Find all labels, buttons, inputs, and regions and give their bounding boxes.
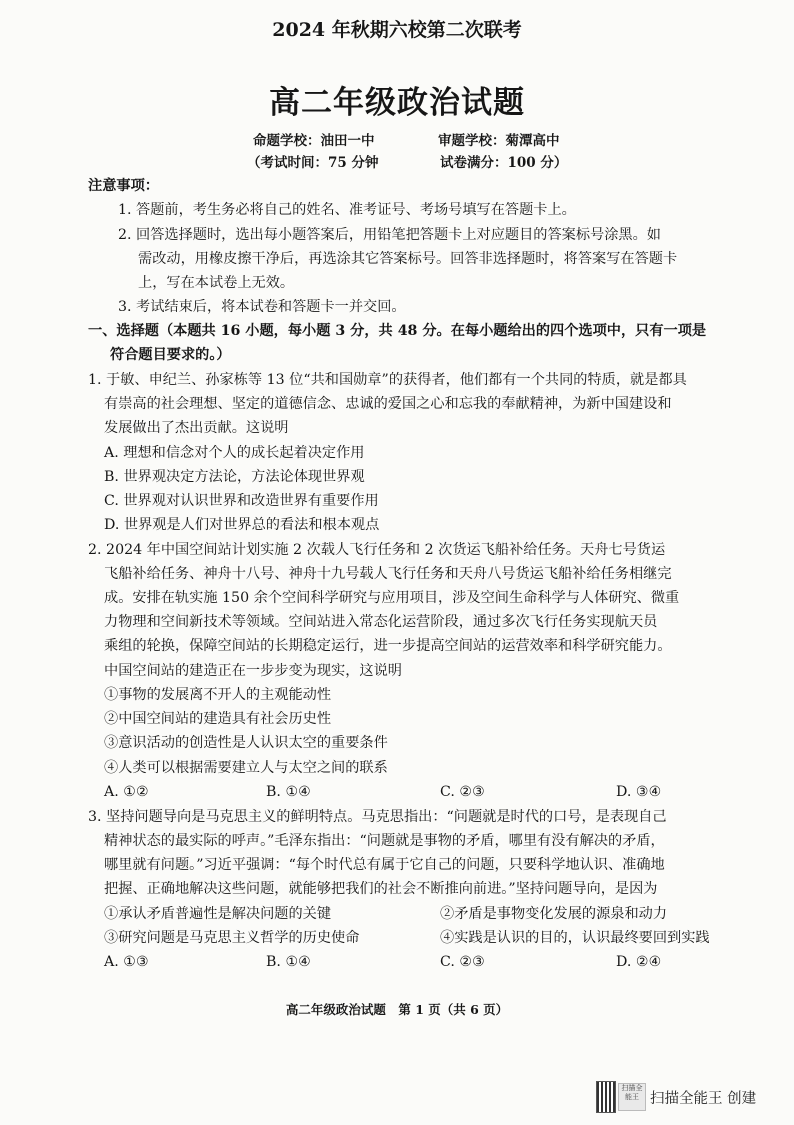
- q2-item: ②中国空间站的建造具有社会历史性: [104, 711, 332, 727]
- q3-stem-line: 把握、正确地解决这些问题，就能够把我们的社会不断推向前进。”坚持问题导向，是因为: [104, 881, 658, 897]
- note-line: 2. 回答选择题时，选出每小题答案后，用铅笔把答题卡上对应题目的答案标号涂黑。如: [118, 227, 661, 243]
- q2-stem-line: 中国空间站的建造正在一步步变为现实，这说明: [104, 663, 402, 679]
- exam-name: 2024 年秋期六校第二次联考: [272, 19, 522, 41]
- setter-school: 命题学校：油田一中: [253, 133, 375, 149]
- scanner-text: 扫描全能王 创建: [650, 1091, 757, 1107]
- q2-choice-a: A. ①②: [104, 784, 149, 800]
- q2-item: ④人类可以根据需要建立人与太空之间的联系: [104, 760, 388, 776]
- q2-stem-line: 飞船补给任务、神舟十八号、神舟十九号载人飞行任务和天舟八号货运飞船补给任务相继完: [104, 566, 672, 582]
- note-line: 上，写在本试卷上无效。: [138, 275, 295, 291]
- q1-stem-line: 发展做出了杰出贡献。这说明: [104, 420, 289, 436]
- q1-option: A. 理想和信念对个人的成长起着决定作用: [104, 445, 365, 461]
- q2-stem-line: 成。安排在轨实施 150 余个空间科学研究与应用项目，涉及空间生命科学与人体研究、微重: [104, 590, 680, 606]
- q1-stem-line: 有崇高的社会理想、坚定的道德信念、忠诚的爱国之心和忘我的奉献精神，为新中国建设和: [104, 396, 672, 412]
- note-line: 需改动，用橡皮擦干净后，再选涂其它答案标号。回答非选择题时，将答案写在答题卡: [138, 251, 678, 267]
- q3-item: ④实践是认识的目的，认识最终要回到实践: [440, 930, 710, 946]
- q2-choice-c: C. ②③: [440, 784, 485, 800]
- scanner-logo-icon: 扫描全能王: [618, 1083, 646, 1111]
- q1-option: B. 世界观决定方法论，方法论体现世界观: [104, 469, 365, 485]
- q3-choice-d: D. ②④: [616, 954, 662, 970]
- note-line: 1. 答题前，考生务必将自己的姓名、准考证号、考场号填写在答题卡上。: [118, 202, 576, 218]
- q3-choice-c: C. ②③: [440, 954, 485, 970]
- q1-option: D. 世界观是人们对世界总的看法和根本观点: [104, 517, 380, 533]
- exam-time: （考试时间：75 分钟: [247, 155, 379, 171]
- q3-choice-a: A. ①③: [104, 954, 149, 970]
- q3-stem-line: 3. 坚持问题导向是马克思主义的鲜明特点。马克思指出：“问题就是时代的口号，是表现自己: [88, 809, 667, 825]
- scanner-watermark: [596, 1081, 774, 1115]
- q2-choice-d: D. ③④: [616, 784, 662, 800]
- full-score: 试卷满分：100 分）: [440, 155, 568, 171]
- q1-option: C. 世界观对认识世界和改造世界有重要作用: [104, 493, 379, 509]
- q3-item: ③研究问题是马克思主义哲学的历史使命: [104, 930, 360, 946]
- section-heading-cont: 符合题目要求的。）: [110, 347, 231, 363]
- q3-stem-line: 哪里就有问题。”习近平强调：“每个时代总有属于它自己的问题，只要科学地认识、准确地: [104, 857, 665, 873]
- q3-stem-line: 精神状态的最实际的呼声。”毛泽东指出：“问题就是事物的矛盾，哪里有没有解决的矛盾，: [104, 833, 665, 849]
- q3-choice-b: B. ①④: [266, 954, 311, 970]
- reviewer-school: 审题学校：菊潭高中: [438, 133, 560, 149]
- q3-item: ②矛盾是事物变化发展的源泉和动力: [440, 906, 668, 922]
- q3-item: ①承认矛盾普遍性是解决问题的关键: [104, 906, 332, 922]
- note-line: 3. 考试结束后，将本试卷和答题卡一并交回。: [118, 299, 406, 315]
- q2-item: ③意识活动的创造性是人认识太空的重要条件: [104, 735, 388, 751]
- q2-choice-b: B. ①④: [266, 784, 311, 800]
- q2-item: ①事物的发展离不开人的主观能动性: [104, 687, 332, 703]
- q1-stem-line: 1. 于敏、申纪兰、孙家栋等 13 位“共和国勋章”的获得者，他们都有一个共同的特质，就是都具: [88, 372, 687, 388]
- page-footer: 高二年级政治试题 第 1 页（共 6 页）: [285, 1002, 509, 1017]
- q2-stem-line: 乘组的轮换，保障空间站的长期稳定运行，进一步提高空间站的运营效率和科学研究能力。: [104, 638, 672, 654]
- page-title: 高二年级政治试题: [269, 85, 525, 121]
- q2-stem-line: 力物理和空间新技术等领域。空间站进入常态化运营阶段，通过多次飞行任务实现航天员: [104, 614, 658, 630]
- qr-code-icon: [596, 1081, 616, 1113]
- notes-heading: 注意事项：: [88, 178, 159, 194]
- q2-stem-line: 2. 2024 年中国空间站计划实施 2 次载人飞行任务和 2 次货运飞船补给任务。天舟七号货运: [88, 542, 666, 558]
- section-heading: 一、选择题（本题共 16 小题，每小题 3 分，共 48 分。在每小题给出的四个选项中，只有一项是: [88, 323, 707, 339]
